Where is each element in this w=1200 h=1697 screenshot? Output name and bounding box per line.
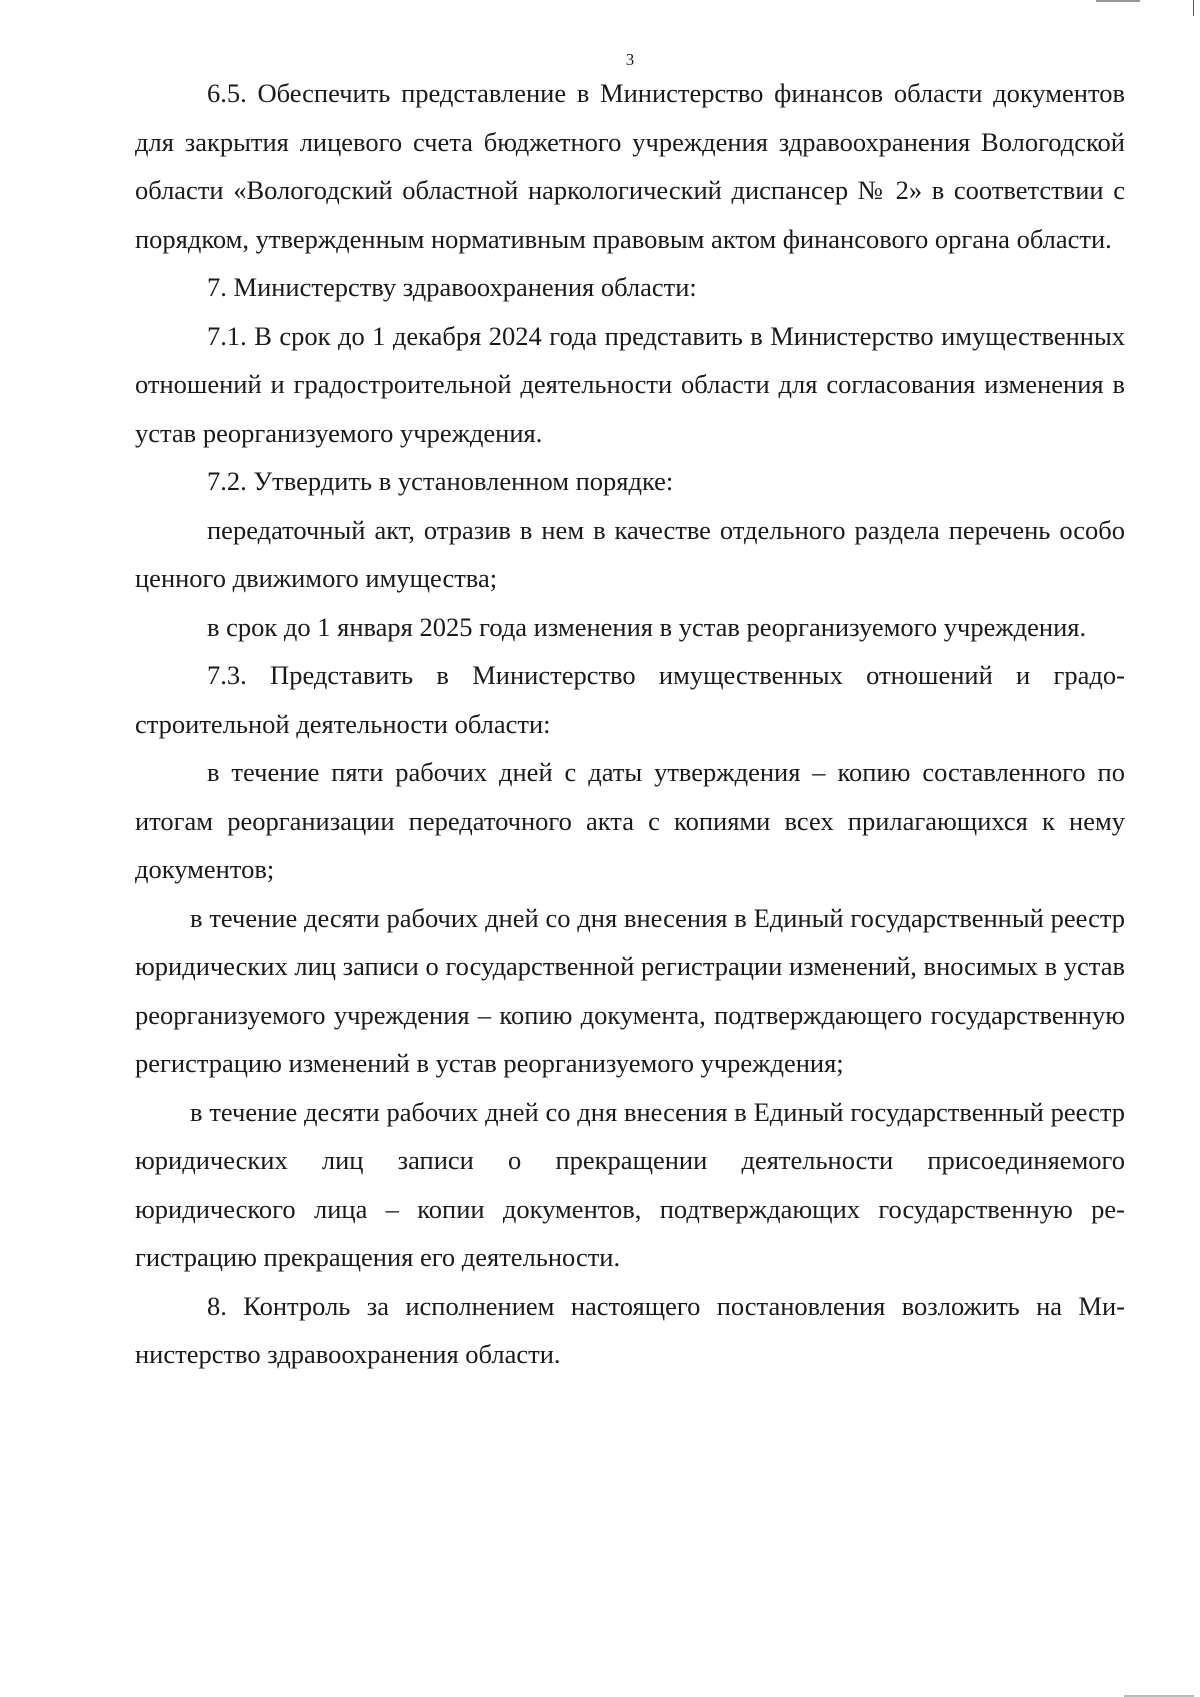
paragraph-7-3-five-days: в течение пяти рабочих дней с даты утверждения – копию составленного по итогам реорганизации передаточного акта с копиями всех прилагающихся к нему документов; [135, 757, 1125, 884]
paragraph-7-3: 7.3. Представить в Министерство имущественных отношений и градостроительной деятельности области: [135, 660, 1125, 739]
paragraph-7-2-transfer-act: передаточный акт, отразив в нем в качестве отдельного раздела перечень особо ценного движимого имущества; [135, 514, 1125, 593]
paragraph-6-5: 6.5. Обеспечить представление в Министерство финансов области документов для закрытия лицевого счета бюджетного учреждения здравоохранения Вологодской области «Вологодский областной наркологический диспансер № 2» в соответствии с порядком, утвержденным нормативным правовым актом финансового органа области. [135, 78, 1125, 254]
paragraph-7-2: 7.2. Утвердить в установленном порядке: [207, 466, 674, 496]
scan-edge-mark [1193, 0, 1194, 16]
paragraph-7-1: 7.1. В срок до 1 декабря 2024 года представить в Министерство имущественных отношений и градостроительной деятельности области для согласования изменения в устав реорганизуемого учреждения. [135, 320, 1125, 448]
paragraph-7: 7. Министерству здравоохранения области: [207, 272, 697, 302]
paragraph-8: 8. Контроль за исполнением настоящего постановления возложить на Министерство здравоохранения области. [135, 1290, 1125, 1369]
page-number: 3 [625, 50, 635, 69]
document-body [135, 69, 1125, 1379]
paragraph-7-2-charter-changes: в срок до 1 января 2025 года изменения в устав реорганизуемого учреждения. [207, 611, 1087, 642]
paragraph-7-3-ten-days-termination: в течение десяти рабочих дней со дня внесения в Единый государственный реестр юридических лиц записи о прекращении деятельности присоединяемого юридического лица – копии документов, подтверждающих государственную регистрацию прекращения его деятельности. [135, 1096, 1125, 1272]
scan-edge-mark [1096, 0, 1140, 2]
paragraph-7-3-ten-days-registration: в течение десяти рабочих дней со дня внесения в Единый государственный реестр юридических лиц записи о государственной регистрации изменений, вносимых в устав реорганизуемого учреждения – копию документа, подтверждающего государственную регистрацию изменений в устав реорганизуемого учреждения; [135, 902, 1125, 1078]
